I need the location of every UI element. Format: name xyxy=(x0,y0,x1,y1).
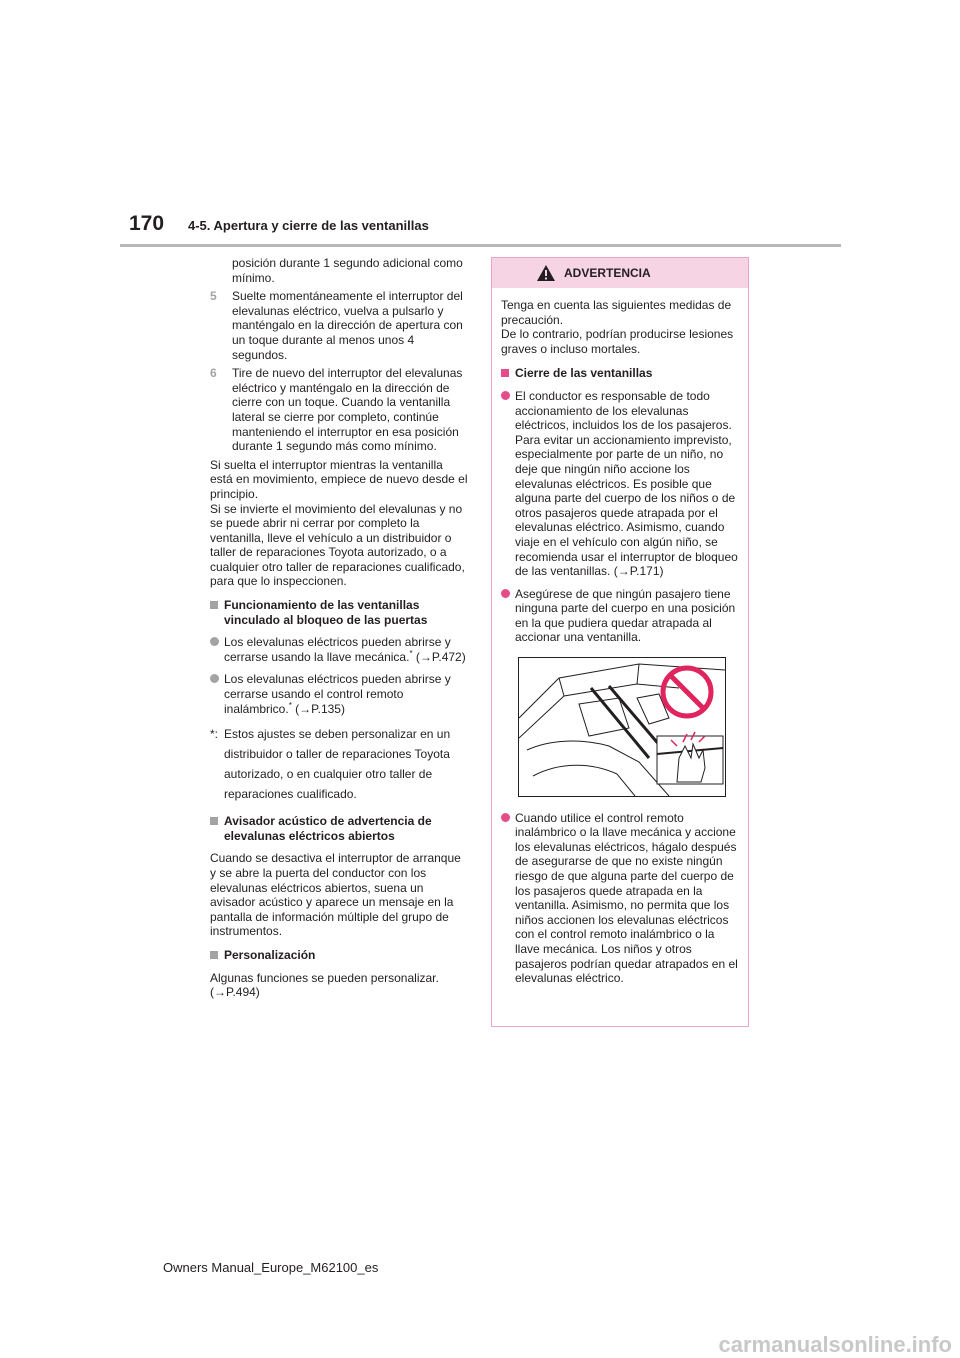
section-heading: Funcionamiento de las ventanillas vinculado al bloqueo de las puertas xyxy=(210,598,468,627)
circle-bullet-icon xyxy=(501,589,510,598)
circle-bullet-icon xyxy=(501,391,510,400)
warning-intro: Tenga en cuenta las siguientes medidas de precaución. xyxy=(501,298,732,327)
footnote-mark: * xyxy=(288,700,292,710)
section-heading: Personalización xyxy=(210,948,468,963)
bullet-text: Asegúrese de que ningún pasajero tiene ninguna parte del cuerpo en una posición en la que pudiera quedar atrapada al accionar una ventanilla. xyxy=(515,586,736,645)
list-item xyxy=(501,389,739,579)
square-bullet-icon xyxy=(501,369,509,377)
header-rule xyxy=(120,244,841,247)
footnote-text: Estos ajustes se deben personalizar en un distribuidor o taller de reparaciones Toyota autorizado, o en cualquier otro taller de reparaciones cualificado. xyxy=(224,727,451,802)
list-item xyxy=(501,587,739,645)
step-continuation: posición durante 1 segundo adicional como mínimo. xyxy=(232,256,463,285)
warning-heading: Cierre de las ventanillas xyxy=(501,366,739,381)
paragraph: Si se invierte el movimiento del elevalunas y no se puede abrir ni cerrar por completo la ventanilla, lleve el vehículo a un distribuidor o taller de reparaciones Toyota autorizado, o a cualquier otro taller de reparaciones cualificado, para que lo inspeccionen. xyxy=(210,501,465,589)
section-heading: Avisador acústico de advertencia de elevalunas eléctricos abiertos xyxy=(210,814,468,843)
footer-text: Owners Manual_Europe_M62100_es xyxy=(163,1260,379,1275)
circle-bullet-icon xyxy=(501,813,510,822)
warning-box xyxy=(491,257,749,1027)
warning-header xyxy=(492,258,748,288)
paragraph: Cuando se desactiva el interruptor de arranque y se abre la puerta del conductor con los elevalunas eléctricos abiertos, suena un avisador acústico y aparece un mensaje en la pantalla de información múltiple del grupo de instrumentos. xyxy=(210,851,461,939)
square-bullet-icon xyxy=(210,817,218,825)
step-6 xyxy=(210,366,468,454)
paragraph: Algunas funciones se pueden personalizar. xyxy=(210,970,439,985)
bullet-text: El conductor es responsable de todo accionamiento de los elevalunas eléctricos, incluidos los de los pasajeros. Para evitar un accionamiento imprevisto, especialmente por parte de un niño, no deje que ningún niño accione los elevalunas eléctricos. Es posible que alguna parte del cuerpo de los niños o de otros pasajeros quede atrapada por el elevalunas eléctrico. Asimismo, cuando viaje en el vehículo con algún niño, se recomienda usar el interruptor de bloqueo de las ventanillas. (→P.171) xyxy=(515,388,738,579)
page-reference[interactable]: (→P.135) xyxy=(295,701,345,716)
left-column xyxy=(210,256,468,1000)
step-5 xyxy=(210,289,468,362)
section-title: 4-5. Apertura y cierre de las ventanillas xyxy=(188,218,429,233)
square-bullet-icon xyxy=(210,601,218,609)
page-number: 170 xyxy=(129,212,165,235)
list-item xyxy=(210,672,468,716)
paragraph: Si suelta el interruptor mientras la ventanilla está en movimiento, empiece de nuevo desde el principio. xyxy=(210,457,468,501)
square-bullet-icon xyxy=(210,951,218,959)
step-text: Tire de nuevo del interruptor del elevalunas eléctrico y manténgalo en la dirección de cierre con un toque. Cuando la ventanilla lateral se cierre por completo, continúe manteniendo el interruptor en esa posición durante 1 segundo más como mínimo. xyxy=(232,366,463,454)
bullet-text: Los elevalunas eléctricos pueden abrirse y cerrarse usando la llave mecánica. xyxy=(224,635,451,664)
footnote xyxy=(210,724,468,804)
bullet-text: Cuando utilice el control remoto inalámbrico o la llave mecánica y accione los elevalunas eléctricos, hágalo después de asegurarse de que no existe ningún riesgo de que alguna parte del cuerpo de los pasajeros quede atrapada en la ventanilla. Asimismo, no permita que los niños accionen los elevalunas eléctricos con el control remoto inalámbrico o la llave mecánica. Los niños y otros pasajeros podrían quedar atrapados en el elevalunas eléctrico. xyxy=(515,810,738,986)
list-item xyxy=(501,811,739,986)
page-reference[interactable]: (→P.494) xyxy=(210,985,260,1000)
step-number: 6 xyxy=(210,366,217,381)
step-text: Suelte momentáneamente el interruptor del elevalunas eléctrico, vuelva a pulsarlo y manténgalo en la dirección de apertura con un toque durante al menos unos 4 segundos. xyxy=(232,289,463,362)
warning-intro: De lo contrario, podrían producirse lesiones graves o incluso mortales. xyxy=(501,327,734,356)
footnote-marker: *: xyxy=(210,727,219,742)
step-number: 5 xyxy=(210,289,217,304)
page-reference[interactable]: (→P.472) xyxy=(415,649,466,664)
circle-bullet-icon xyxy=(210,637,219,646)
circle-bullet-icon xyxy=(210,674,219,683)
window-pinch-illustration xyxy=(518,657,726,797)
warning-title: ADVERTENCIA xyxy=(564,266,651,280)
list-item xyxy=(210,635,468,664)
warning-body xyxy=(492,288,748,986)
warning-triangle-icon xyxy=(536,264,556,282)
footnote-mark: * xyxy=(409,648,413,658)
bullet-text: Los elevalunas eléctricos pueden abrirse y cerrarse usando el control remoto inalámbrico. xyxy=(224,672,451,716)
watermark-logo xyxy=(0,1333,960,1358)
svg-text:carmanualsonline.info: carmanualsonline.info xyxy=(718,1333,952,1357)
